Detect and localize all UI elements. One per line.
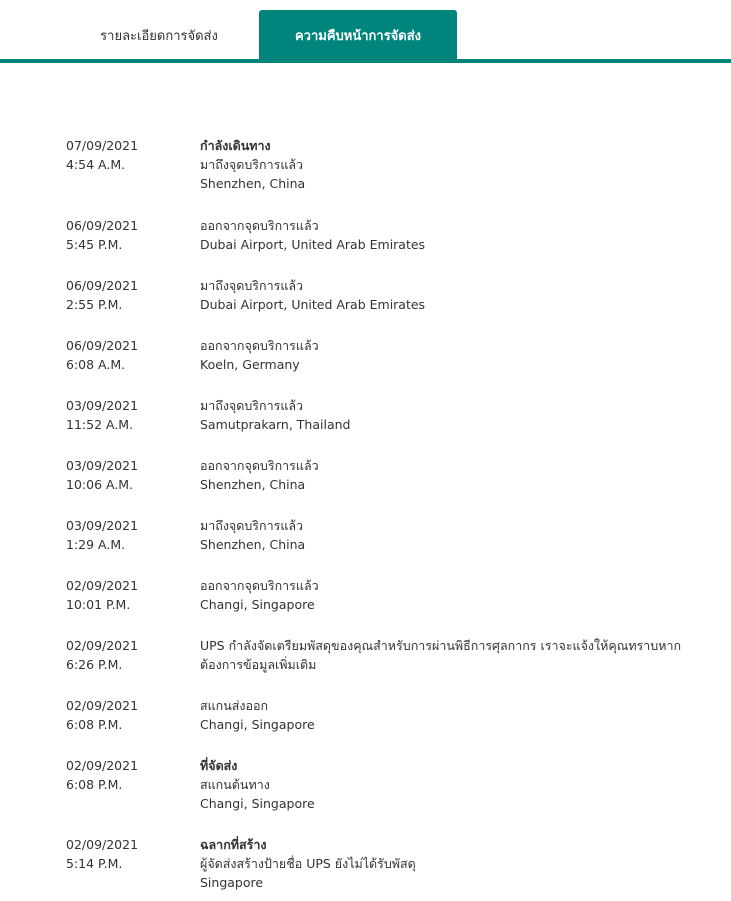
progress-event bbox=[0, 456, 731, 516]
event-location: Shenzhen, China bbox=[200, 537, 306, 552]
event-location: Shenzhen, China bbox=[200, 176, 306, 191]
event-time: 10:01 P.M. bbox=[66, 597, 131, 612]
event-date: 02/09/2021 bbox=[66, 758, 139, 773]
tab-shipment-details-label: รายละเอียดการจัดส่ง bbox=[100, 28, 218, 44]
event-date: 06/09/2021 bbox=[66, 338, 139, 353]
progress-event bbox=[0, 636, 731, 696]
event-time: 6:08 P.M. bbox=[66, 717, 123, 732]
event-info bbox=[200, 835, 720, 892]
progress-event bbox=[0, 336, 731, 396]
event-datetime bbox=[66, 696, 196, 734]
event-time: 5:45 P.M. bbox=[66, 237, 123, 252]
event-time: 11:52 A.M. bbox=[66, 417, 134, 432]
event-info bbox=[200, 636, 720, 674]
event-date: 02/09/2021 bbox=[66, 837, 139, 852]
event-info bbox=[200, 136, 720, 193]
event-description: ผู้จัดส่งสร้างป้ายชื่อ UPS ยังไม่ได้รับพัสดุ bbox=[200, 856, 416, 871]
event-date: 03/09/2021 bbox=[66, 458, 139, 473]
event-description: สแกนต้นทาง bbox=[200, 777, 270, 792]
event-datetime bbox=[66, 756, 196, 794]
event-info bbox=[200, 396, 720, 434]
event-time: 10:06 A.M. bbox=[66, 477, 134, 492]
progress-event bbox=[0, 756, 731, 835]
event-info bbox=[200, 456, 720, 494]
event-location: Shenzhen, China bbox=[200, 477, 306, 492]
event-info bbox=[200, 576, 720, 614]
tab-shipment-progress-label: ความคืบหน้าการจัดส่ง bbox=[294, 28, 422, 44]
event-date: 06/09/2021 bbox=[66, 278, 139, 293]
event-description: ออกจากจุดบริการแล้ว bbox=[200, 218, 319, 233]
event-datetime bbox=[66, 136, 196, 174]
event-datetime bbox=[66, 336, 196, 374]
event-location: Changi, Singapore bbox=[200, 796, 315, 811]
progress-event bbox=[0, 696, 731, 756]
progress-event bbox=[0, 276, 731, 336]
event-status: ที่จัดส่ง bbox=[200, 758, 238, 773]
event-description: มาถึงจุดบริการแล้ว bbox=[200, 398, 304, 413]
event-location: Singapore bbox=[200, 875, 264, 890]
tab-underline bbox=[0, 59, 731, 63]
event-time: 1:29 A.M. bbox=[66, 537, 126, 552]
event-description: ออกจากจุดบริการแล้ว bbox=[200, 578, 319, 593]
progress-event bbox=[0, 835, 731, 895]
event-datetime bbox=[66, 456, 196, 494]
event-date: 02/09/2021 bbox=[66, 698, 139, 713]
progress-event bbox=[0, 396, 731, 456]
event-time: 6:08 P.M. bbox=[66, 777, 123, 792]
event-description: มาถึงจุดบริการแล้ว bbox=[200, 518, 304, 533]
event-date: 06/09/2021 bbox=[66, 218, 139, 233]
event-info bbox=[200, 756, 720, 813]
event-info bbox=[200, 516, 720, 554]
event-date: 03/09/2021 bbox=[66, 518, 139, 533]
event-description: ออกจากจุดบริการแล้ว bbox=[200, 458, 319, 473]
progress-event bbox=[0, 576, 731, 636]
event-time: 2:55 P.M. bbox=[66, 297, 123, 312]
event-datetime bbox=[66, 216, 196, 254]
event-time: 5:14 P.M. bbox=[66, 856, 123, 871]
event-date: 03/09/2021 bbox=[66, 398, 139, 413]
event-datetime bbox=[66, 636, 196, 674]
event-time: 6:08 A.M. bbox=[66, 357, 126, 372]
event-location: Samutprakarn, Thailand bbox=[200, 417, 351, 432]
event-location: Koeln, Germany bbox=[200, 357, 300, 372]
event-status: ฉลากที่สร้าง bbox=[200, 837, 267, 852]
event-datetime bbox=[66, 396, 196, 434]
event-description: UPS กำลังจัดเตรียมพัสดุของคุณสำหรับการผ่านพิธีการศุลกากร เราจะแจ้งให้คุณทราบหากต้องการข้อมูลเพิ่มเติม bbox=[200, 638, 682, 672]
event-time: 6:26 P.M. bbox=[66, 657, 123, 672]
progress-event bbox=[0, 216, 731, 276]
progress-event bbox=[0, 516, 731, 576]
event-description: สแกนส่งออก bbox=[200, 698, 269, 713]
event-date: 02/09/2021 bbox=[66, 638, 139, 653]
event-time: 4:54 A.M. bbox=[66, 157, 126, 172]
event-datetime bbox=[66, 516, 196, 554]
event-location: Dubai Airport, United Arab Emirates bbox=[200, 237, 426, 252]
event-date: 02/09/2021 bbox=[66, 578, 139, 593]
event-location: Changi, Singapore bbox=[200, 717, 315, 732]
event-datetime bbox=[66, 276, 196, 314]
tab-shipment-details[interactable] bbox=[60, 10, 258, 60]
tab-shipment-progress[interactable] bbox=[259, 10, 457, 60]
event-info bbox=[200, 216, 720, 254]
event-date: 07/09/2021 bbox=[66, 138, 139, 153]
event-info bbox=[200, 276, 720, 314]
progress-event bbox=[0, 136, 731, 216]
event-description: ออกจากจุดบริการแล้ว bbox=[200, 338, 319, 353]
event-location: Dubai Airport, United Arab Emirates bbox=[200, 297, 426, 312]
tab-bar bbox=[0, 0, 731, 64]
event-info bbox=[200, 336, 720, 374]
event-datetime bbox=[66, 576, 196, 614]
event-datetime bbox=[66, 835, 196, 873]
event-status: กำลังเดินทาง bbox=[200, 138, 271, 153]
event-description: มาถึงจุดบริการแล้ว bbox=[200, 157, 304, 172]
shipment-progress-list bbox=[0, 136, 731, 895]
event-info bbox=[200, 696, 720, 734]
event-location: Changi, Singapore bbox=[200, 597, 315, 612]
event-description: มาถึงจุดบริการแล้ว bbox=[200, 278, 304, 293]
